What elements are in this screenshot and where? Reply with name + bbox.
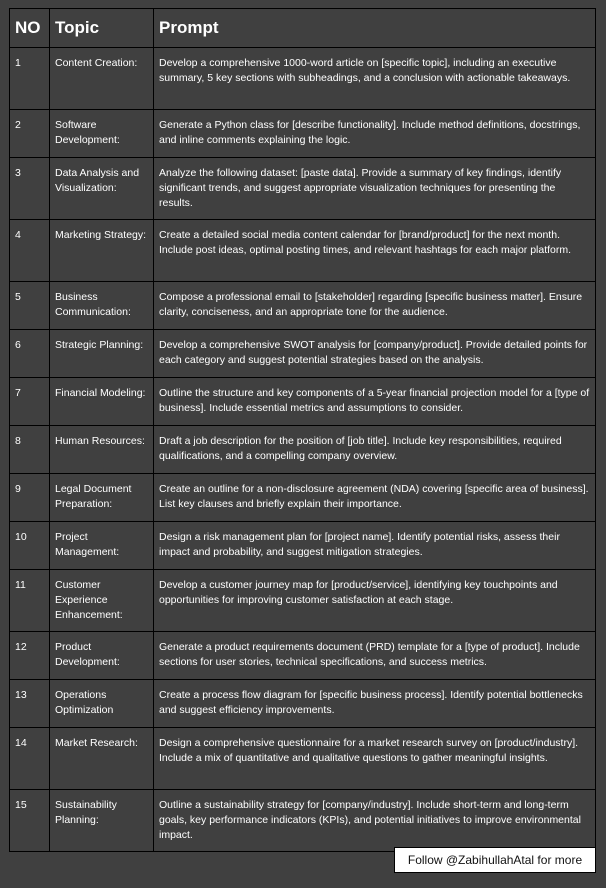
row-number: 11 (10, 570, 50, 632)
row-number: 6 (10, 330, 50, 378)
row-topic: Operations Optimization (50, 680, 154, 728)
table-row (10, 220, 596, 282)
table-row (10, 728, 596, 790)
row-prompt: Create an outline for a non-disclosure agreement (NDA) covering [specific area of business]. List key clauses and briefly explain their importance. (154, 474, 596, 522)
follow-watermark: Follow @ZabihullahAtal for more (394, 847, 596, 873)
row-number: 13 (10, 680, 50, 728)
table-row (10, 282, 596, 330)
row-topic: Project Management: (50, 522, 154, 570)
row-prompt: Create a process flow diagram for [specific business process]. Identify potential bottlenecks and suggest efficiency improvements. (154, 680, 596, 728)
table-row (10, 474, 596, 522)
row-topic: Sustainability Planning: (50, 790, 154, 852)
row-number: 1 (10, 48, 50, 110)
row-number: 2 (10, 110, 50, 158)
row-prompt: Generate a product requirements document (PRD) template for a [type of product]. Include sections for user stories, technical specifications, and success metrics. (154, 632, 596, 680)
row-prompt: Develop a comprehensive 1000-word article on [specific topic], including an executive summary, 5 key sections with subheadings, and a conclusion with actionable takeaways. (154, 48, 596, 110)
row-number: 9 (10, 474, 50, 522)
row-number: 7 (10, 378, 50, 426)
row-topic: Data Analysis and Visualization: (50, 158, 154, 220)
row-prompt: Outline a sustainability strategy for [company/industry]. Include short-term and long-term goals, key performance indicators (KPIs), and potential initiatives to improve environmental impact. (154, 790, 596, 852)
row-topic: Product Development: (50, 632, 154, 680)
row-prompt: Draft a job description for the position of [job title]. Include key responsibilities, required qualifications, and a compelling company overview. (154, 426, 596, 474)
row-number: 4 (10, 220, 50, 282)
row-topic: Strategic Planning: (50, 330, 154, 378)
row-topic: Financial Modeling: (50, 378, 154, 426)
table-row (10, 522, 596, 570)
table-row (10, 426, 596, 474)
row-number: 10 (10, 522, 50, 570)
table-row (10, 110, 596, 158)
row-topic: Market Research: (50, 728, 154, 790)
row-prompt: Design a comprehensive questionnaire for a market research survey on [product/industry]. Include a mix of quantitative and qualitative questions to gather meaningful insights. (154, 728, 596, 790)
table-header-row (10, 9, 596, 48)
row-topic: Customer Experience Enhancement: (50, 570, 154, 632)
row-prompt: Design a risk management plan for [project name]. Identify potential risks, assess their impact and probability, and suggest mitigation strategies. (154, 522, 596, 570)
row-topic: Legal Document Preparation: (50, 474, 154, 522)
table-row (10, 570, 596, 632)
row-number: 15 (10, 790, 50, 852)
table-row (10, 330, 596, 378)
table-row (10, 378, 596, 426)
row-number: 12 (10, 632, 50, 680)
row-prompt: Develop a customer journey map for [product/service], identifying key touchpoints and opportunities for improving customer satisfaction at each stage. (154, 570, 596, 632)
row-prompt: Develop a comprehensive SWOT analysis for [company/product]. Provide detailed points for each category and suggest potential strategies based on the analysis. (154, 330, 596, 378)
row-topic: Human Resources: (50, 426, 154, 474)
row-topic: Business Communication: (50, 282, 154, 330)
row-prompt: Generate a Python class for [describe functionality]. Include method definitions, docstrings, and inline comments explaining the logic. (154, 110, 596, 158)
column-header-prompt: Prompt (154, 9, 596, 48)
row-prompt: Compose a professional email to [stakeholder] regarding [specific business matter]. Ensure clarity, conciseness, and an appropriate tone for the audience. (154, 282, 596, 330)
prompts-table (9, 8, 596, 852)
row-topic: Software Development: (50, 110, 154, 158)
table-row (10, 632, 596, 680)
table-row (10, 680, 596, 728)
row-topic: Content Creation: (50, 48, 154, 110)
row-number: 14 (10, 728, 50, 790)
table-row (10, 48, 596, 110)
row-number: 5 (10, 282, 50, 330)
table-row (10, 790, 596, 852)
row-number: 8 (10, 426, 50, 474)
table-row (10, 158, 596, 220)
column-header-topic: Topic (50, 9, 154, 48)
row-prompt: Analyze the following dataset: [paste data]. Provide a summary of key findings, identify significant trends, and suggest appropriate visualization techniques for presenting the results. (154, 158, 596, 220)
row-prompt: Create a detailed social media content calendar for [brand/product] for the next month. Include post ideas, optimal posting times, and relevant hashtags for each major platform. (154, 220, 596, 282)
row-prompt: Outline the structure and key components of a 5-year financial projection model for a [type of business]. Include essential metrics and assumptions to consider. (154, 378, 596, 426)
row-topic: Marketing Strategy: (50, 220, 154, 282)
row-number: 3 (10, 158, 50, 220)
column-header-no: NO (10, 9, 50, 48)
